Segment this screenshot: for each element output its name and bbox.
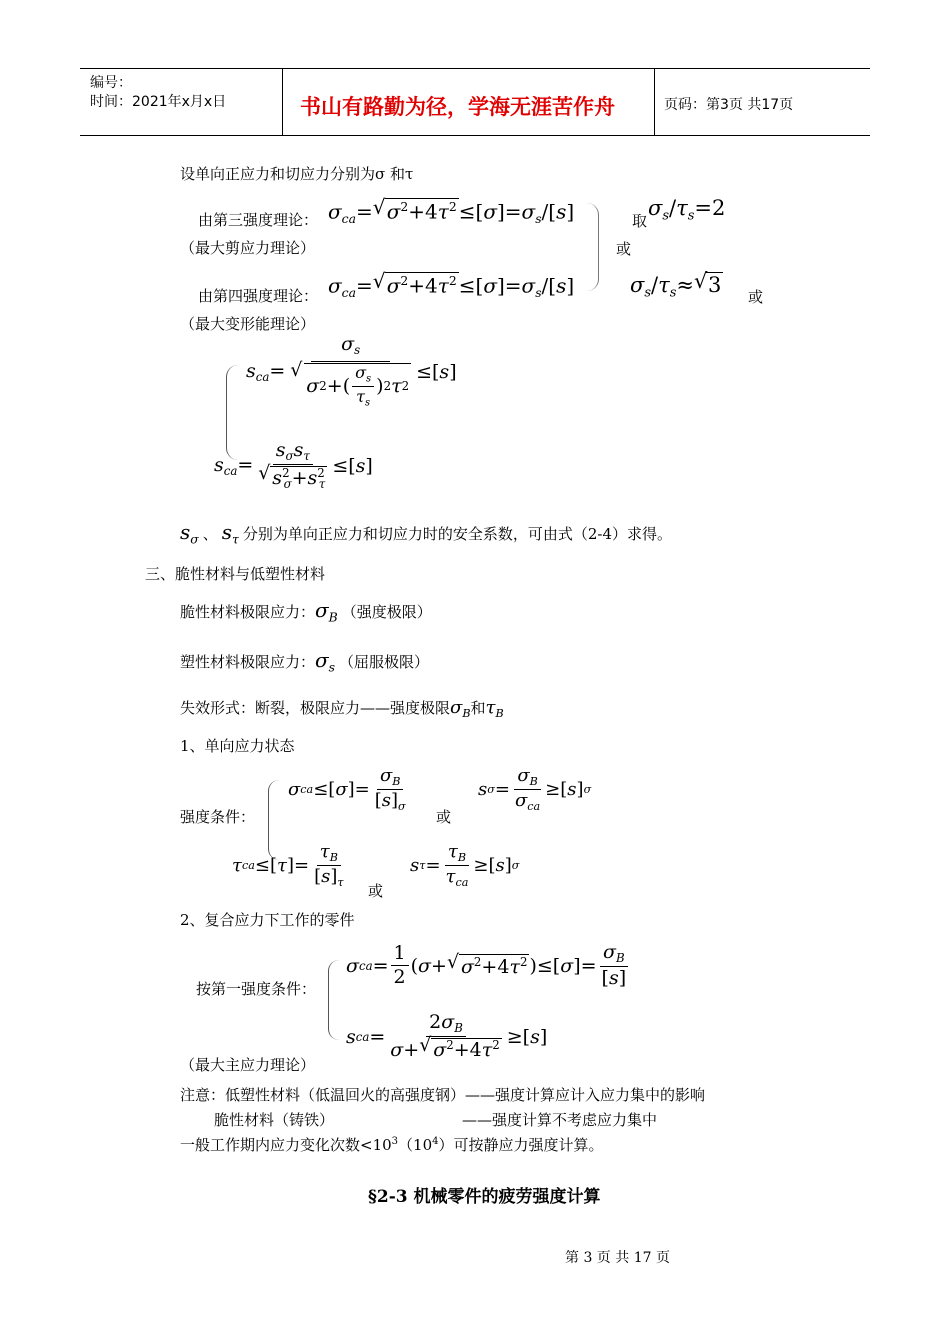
fourth-theory-note: （最大变形能理论） xyxy=(180,315,316,333)
safety-note-text: 分别为单向正应力和切应力时的安全系数，可由式（2-4）求得。 xyxy=(242,525,673,543)
item-1-heading: 1、单向应力状态 xyxy=(180,737,295,755)
note-3-part-c: ）可按静应力强度计算。 xyxy=(438,1136,604,1154)
item-2-heading: 2、复合应力下工作的零件 xyxy=(180,911,355,929)
sigma-b-symbol-2: $\sigma_B$ xyxy=(450,697,471,720)
ratio-formula-2: $\sigma_s/\tau_s\approx√$ 3 xyxy=(630,272,723,301)
first-theory-formula-2: s ca = $\frac{2\sigma_B}{\sigma+√ \sigma^2+4\tau^2}$ ≥[ s ] xyxy=(346,1012,547,1062)
first-theory-note: （最大主应力理论） xyxy=(180,1056,316,1074)
s-tau-symbol: $s_\tau$ xyxy=(221,520,239,547)
sigma-s-symbol: $\sigma_s$ xyxy=(315,648,336,675)
first-theory-label: 按第一强度条件： xyxy=(196,980,317,998)
right-brace xyxy=(586,203,599,291)
header-divider-left xyxy=(282,68,283,136)
fourth-theory-label: 由第四强度理论： xyxy=(198,287,319,305)
header-divider-right xyxy=(654,68,655,136)
failure-line xyxy=(180,697,504,720)
note-3-exp-2: 4 xyxy=(432,1136,439,1147)
header-bottom-border xyxy=(80,135,870,136)
tau-condition: τ ca ≤[ τ ]= $\frac{\tau_B}{[s]_\tau}$ xyxy=(232,841,344,890)
note-3-part-b: （10 xyxy=(398,1136,433,1154)
and-text: 和 xyxy=(470,699,486,717)
first-theory-formula-1: σ ca = $\frac{1}{2}$ ( σ + √ $\sigma^2+4\tau^2$ )≤[ σ ]= $\frac{\sigma_B}{[s]}$ xyxy=(346,942,631,990)
header-motto: 书山有路勤为径，学海无涯苦作舟 xyxy=(300,95,615,119)
or-label-2: 或 xyxy=(748,288,764,306)
note-3-part-a: 一般工作期内应力变化次数<10 xyxy=(180,1136,392,1154)
third-theory-label: 由第三强度理论： xyxy=(198,211,319,229)
or-label-4: 或 xyxy=(368,882,384,900)
failure-text: 失效形式：断裂，极限应力——强度极限 xyxy=(180,699,451,717)
intro-label: 设单向正应力和切应力分别为σ 和τ xyxy=(180,165,414,183)
plastic-limit-label: 塑性材料极限应力： xyxy=(180,653,316,671)
brittle-limit-label: 脆性材料极限应力： xyxy=(180,603,316,621)
tau-b-symbol: $\tau_B$ xyxy=(485,697,504,720)
brittle-limit-line xyxy=(180,598,432,624)
plastic-limit-line xyxy=(180,648,429,674)
take-label: 取 xyxy=(632,212,648,230)
header-top-border xyxy=(80,68,870,69)
section-3-heading: 三、脆性材料与低塑性材料 xyxy=(145,565,326,583)
brittle-limit-note: （强度极限） xyxy=(341,603,432,621)
note-line-2a: 脆性材料（铸铁） xyxy=(214,1111,335,1129)
sigma-condition: σ ca ≤[ σ ]= $\frac{\sigma_B}{[s]_\sigma}$ xyxy=(288,765,406,814)
third-theory-formula: $\sigma_{ca}=√$ $\sigma^2+4\tau^2 \le[\sigma]=\sigma_s/[s]$ xyxy=(328,198,574,226)
or-label-3: 或 xyxy=(436,808,452,826)
note-line-3 xyxy=(180,1134,604,1155)
third-theory-note: （最大剪应力理论） xyxy=(180,239,316,257)
or-label-1: 或 xyxy=(616,240,632,258)
s-sigma-condition: s σ = $\frac{\sigma_B}{\sigma_{ca}}$ ≥[ s ] σ xyxy=(478,765,592,814)
plastic-limit-note: （屈服极限） xyxy=(339,653,430,671)
left-brace-3 xyxy=(328,960,339,1040)
note-line-2b: ——强度计算不考虑应力集中 xyxy=(462,1111,658,1129)
ratio-formula-1: $\sigma_s/\tau_s=2$ xyxy=(648,196,726,224)
s-tau-condition: s τ = $\frac{\tau_B}{\tau_{ca}}$ ≥[ s ] σ xyxy=(410,841,520,890)
safety-formula-2: $s_{ca}=$ $s_\sigma s_\tau$ √ $s^2_\sigma+s^2_\tau$ ≤[ s ] xyxy=(214,440,373,492)
note-line-1: 注意：低塑性材料（低温回火的高强度钢）——强度计算应计入应力集中的影响 xyxy=(180,1086,706,1104)
safety-formula-1: $s_{ca}=$ $\sigma_s$ √ σ 2 +( $\frac{\sigma_s}{\tau_s}$ ) 2 τ 2 ≤[ s ] xyxy=(246,334,457,409)
fourth-theory-formula: $\sigma_{ca}=√$ $\sigma^2+4\tau^2 \le[\sigma]=\sigma_s/[s]$ xyxy=(328,272,574,300)
intro-text xyxy=(180,163,413,184)
header-date: 时间：2021年x月x日 xyxy=(90,94,227,110)
sigma-b-symbol: $\sigma_B$ xyxy=(315,598,338,625)
header-code-label: 编号： xyxy=(90,75,132,91)
note-3-exp-1: 3 xyxy=(391,1136,399,1147)
safety-note-line: $s_\sigma$ 、 $s_\tau$ 分别为单向正应力和切应力时的安全系数，可由式（2-4）求得。 xyxy=(180,520,673,547)
section-title: §2-3 机械零件的疲劳强度计算 xyxy=(368,1187,601,1207)
strength-condition-label: 强度条件： xyxy=(180,808,256,826)
header-page-label: 页码：第3页 共17页 xyxy=(664,97,794,113)
s-sigma-symbol: $s_\sigma$ xyxy=(180,520,199,547)
footer-page: 第 3 页 共 17 页 xyxy=(565,1250,670,1266)
